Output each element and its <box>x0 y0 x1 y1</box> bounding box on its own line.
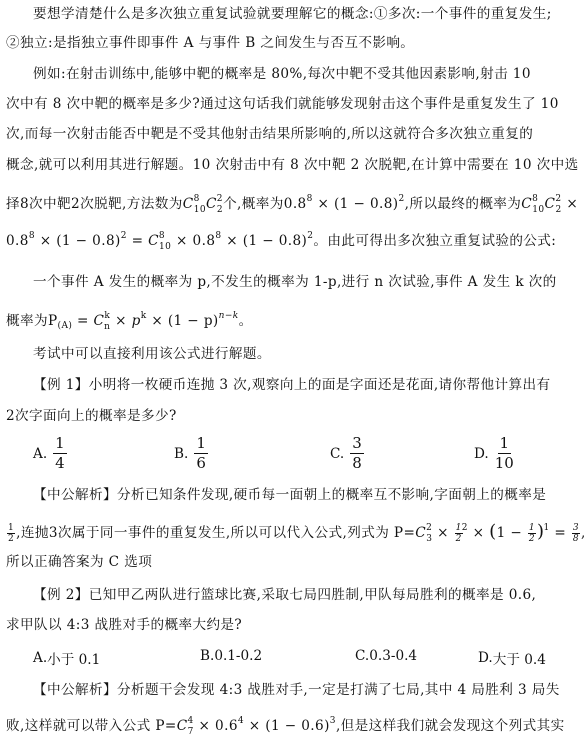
para-2-line-2: 次中有 8 次中靶的概率是多少?通过这句话我们就能够发现射击这个事件是重复发生了 10 <box>6 96 559 112</box>
para-3-line-2-a: 概率为P <box>6 313 58 329</box>
denominator: 4 <box>55 454 65 472</box>
formula-combination: $C^8_{10}C^2_2$ <box>182 194 224 215</box>
formula-final-a: $C^8_{10}C^2_2$ × <box>521 194 579 215</box>
para-3-line-3: 考试中可以直接利用该公式进行解题。 <box>33 346 271 362</box>
example-1-title: 【例 1】小明将一枚硬币连抛 3 次,观察向上的面是字面还是花面,请你帮他计算出有 <box>33 377 551 393</box>
para-1-line-2: ②独立:是指独立事件即事件 A 与事件 B 之间发生与否互不影响。 <box>6 35 415 51</box>
example-2-title: 【例 2】已知甲乙两队进行篮球比赛,采取七局四胜制,甲队每局胜利的概率是 0.6, <box>33 587 537 603</box>
para-2-line-5-c: ,所以最终的概率为 <box>404 196 522 212</box>
example-1-option-d <box>474 436 516 471</box>
option-label: B. <box>174 445 189 462</box>
para-1-line-1: 要想学清楚什么是多次独立重复试验就要理解它的概念:①多次:一个事件的重复发生; <box>33 6 552 22</box>
para-3-line-2-sub: (A) <box>57 321 73 331</box>
example-1-analysis-1: 【中公解析】分析已知条件发现,硬币每一面朝上的概率互不影响,字面朝上的概率是 <box>33 487 547 503</box>
para-2-line-3: 次,而每一次射击能否中靶是不受其他射击结果所影响的,所以这就符合多次独立重复的 <box>6 126 534 142</box>
example-1-analysis-2 <box>6 518 586 549</box>
example-2-option-c <box>355 648 417 664</box>
option-text: 小于 0.1 <box>47 652 101 668</box>
numerator: 3 <box>352 434 362 452</box>
option-label: A. <box>33 650 48 666</box>
example-2-option-d <box>478 648 546 668</box>
example-2-analysis-2 <box>6 711 565 742</box>
para-2-line-4: 概念,就可以利用其进行解题。10 次射击中有 8 次中靶 2 次脱靶,在计算中需要在 10 次中选 <box>6 157 579 173</box>
example-1-analysis-3: 所以正确答案为 C 选项 <box>6 554 153 570</box>
option-fraction <box>350 436 364 471</box>
option-text: 0.1-0.2 <box>214 648 263 664</box>
option-label: C. <box>355 648 370 664</box>
numerator: 1 <box>499 434 510 452</box>
para-2-line-5 <box>6 189 579 220</box>
half-fraction: $\frac{1}{2}$ <box>8 522 15 544</box>
option-label: D. <box>474 445 489 462</box>
example-2-analysis-2-a: 败,这样就可以带入公式 P= <box>6 718 177 734</box>
example-1-option-a <box>33 436 69 471</box>
formula-example-1: $C^2_3$ × $\frac{1}{2}$ $^2$ × (1 − $\frac{1}{2}$ )$^1$ = $\frac{3}{8}$ , <box>415 521 586 544</box>
numerator: 1 <box>55 434 65 452</box>
example-1-option-c <box>330 436 366 471</box>
example-2-option-a <box>33 648 100 668</box>
option-fraction <box>53 436 67 471</box>
formula-example-2: $C^4_7 \times 0.6^4 \times (1 - 0.6)^3$ <box>176 716 336 737</box>
para-2-line-6-b: 。由此可得出多次独立重复试验的公式: <box>313 233 557 249</box>
example-2-analysis-1: 【中公解析】分析题干会发现 4:3 战胜对手,一定是打满了七局,其中 4 局胜利 3 局失 <box>33 682 560 698</box>
para-3-line-2 <box>6 306 565 337</box>
formula-probability: $0.8^8 \times (1 - 0.8)^2$ <box>283 194 405 212</box>
denominator: 10 <box>494 454 514 472</box>
para-2-line-6 <box>6 226 565 257</box>
denominator: 8 <box>352 454 362 472</box>
example-2-title-2: 求甲队以 4:3 战胜对手的概率大约是? <box>6 617 243 633</box>
denominator: 6 <box>196 454 206 472</box>
para-3-line-1: 一个事件 A 发生的概率为 p,不发生的概率为 1-p,进行 n 次试验,事件 A 发生 k 次的 <box>33 274 557 290</box>
option-fraction <box>495 436 514 471</box>
option-label: A. <box>33 445 48 462</box>
formula-binomial: = $C^k_n \times p^k \times (1 - p)^{n-k}$。 <box>72 311 253 332</box>
example-1-option-b <box>174 436 210 471</box>
option-label: D. <box>478 650 493 666</box>
option-text: 大于 0.4 <box>492 652 546 668</box>
example-1-analysis-2-a: ,连抛3次属于同一事件的重复发生,所以可以代入公式,列式为 P= <box>16 525 416 541</box>
option-label: B. <box>200 648 215 664</box>
example-2-option-b <box>200 648 262 664</box>
formula-final-b: $0.8^8 \times (1 - 0.8)^2 = C^8_{10} \times 0.8^8 \times (1 - 0.8)^2$ <box>6 231 314 252</box>
para-2-line-1: 例如:在射击训练中,能够中靶的概率是 80%,每次中靶不受其他因素影响,射击 10 <box>33 66 531 82</box>
example-2-analysis-2-b: ,但是这样我们就会发现这个列式其实 <box>335 718 565 734</box>
para-2-line-5-b: 个,概率为 <box>223 196 284 212</box>
option-fraction <box>194 436 208 471</box>
option-text: 0.3-0.4 <box>369 648 418 664</box>
option-label: C. <box>330 445 345 462</box>
example-1-title-2: 2次字面向上的概率是多少? <box>6 408 177 424</box>
para-2-line-5-a: 择8次中靶2次脱靶,方法数为 <box>6 196 183 212</box>
numerator: 1 <box>196 434 206 452</box>
